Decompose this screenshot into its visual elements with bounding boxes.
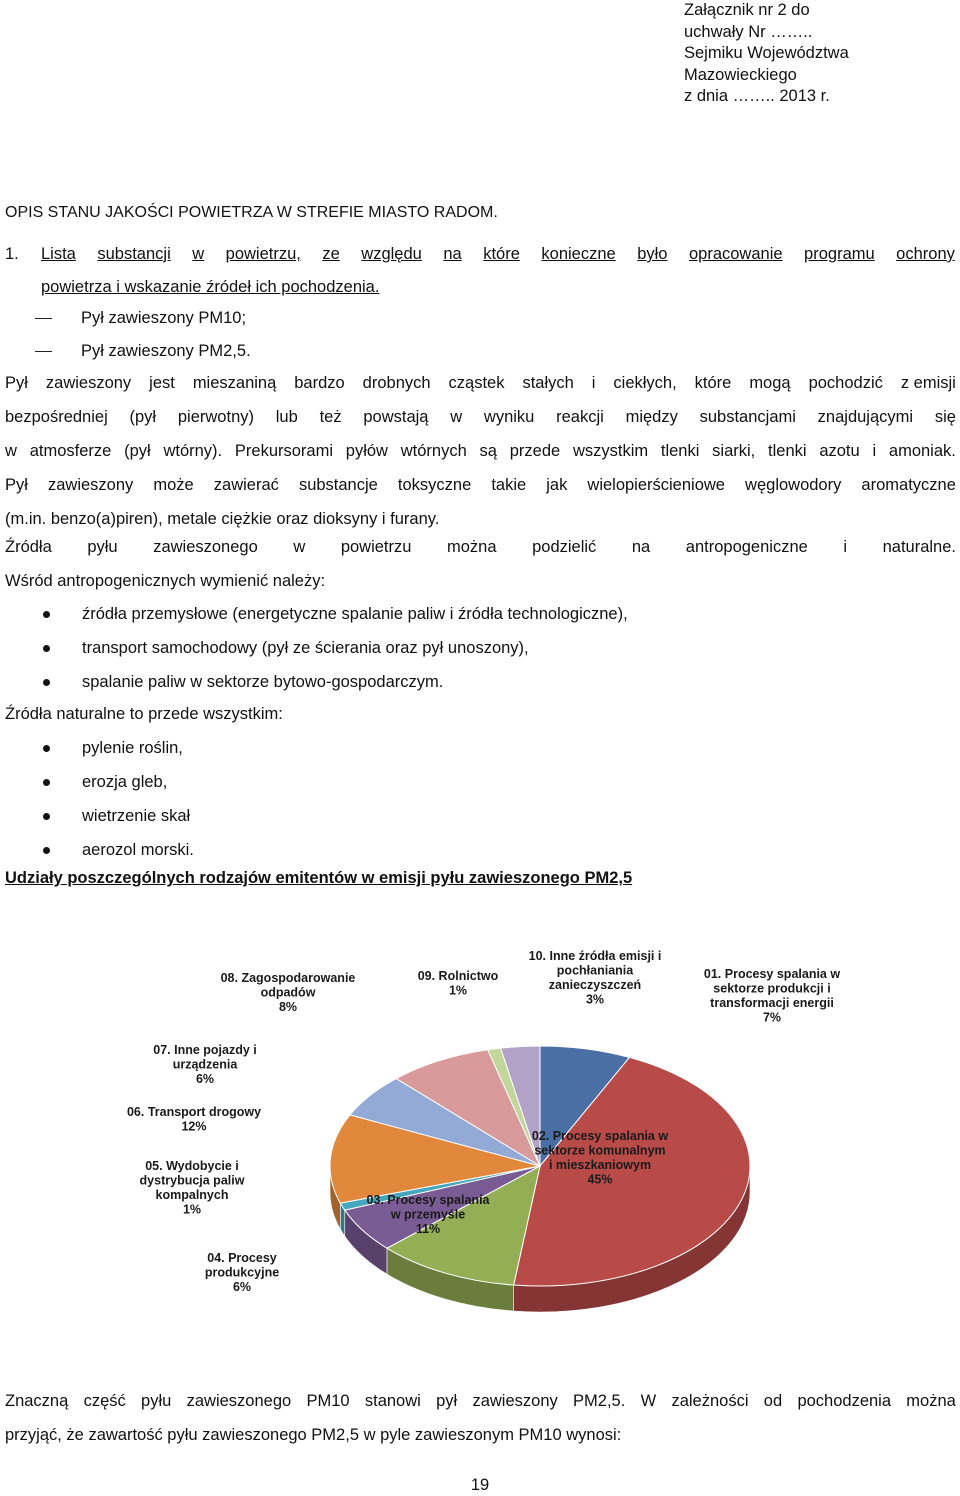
word: zawieszony bbox=[472, 1392, 558, 1410]
word: powietrzu bbox=[340, 538, 412, 556]
slice-label-line: 05. Wydobycie i bbox=[145, 1159, 239, 1173]
word: od bbox=[763, 1392, 783, 1410]
word: przede bbox=[509, 442, 561, 460]
word: atmosferze bbox=[29, 442, 112, 460]
word: i bbox=[843, 538, 848, 556]
annex-line: Mazowieckiego bbox=[684, 65, 797, 84]
word: się bbox=[934, 408, 956, 426]
bullet-marker bbox=[43, 779, 50, 786]
slice-label-line: transformacji energii bbox=[710, 996, 834, 1010]
word: naturalne. bbox=[882, 538, 956, 556]
word: pierwotny) bbox=[177, 408, 254, 426]
slice-label-line: 07. Inne pojazdy i bbox=[153, 1043, 257, 1057]
word: wielopierścieniowe bbox=[587, 476, 725, 494]
list-item-text: wietrzenie skał bbox=[82, 807, 191, 825]
heading-word: względu bbox=[361, 245, 422, 263]
pie-chart bbox=[100, 940, 880, 1320]
slice-label-line: kompalnych bbox=[155, 1188, 229, 1202]
list-item bbox=[5, 335, 251, 368]
list-item-text: aerozol morski. bbox=[82, 841, 194, 859]
slice-label-line: 1% bbox=[182, 1202, 202, 1217]
list-item bbox=[5, 799, 194, 833]
word: zawieszonego bbox=[153, 538, 258, 556]
word: (pył bbox=[129, 408, 157, 426]
word: zależności bbox=[671, 1392, 749, 1410]
heading-word: Lista bbox=[41, 245, 76, 263]
slice-label-1 bbox=[704, 967, 840, 1025]
slice-label-8 bbox=[221, 971, 356, 1014]
word: reakcji bbox=[556, 408, 604, 426]
section-heading-line bbox=[5, 271, 955, 304]
bullet-marker bbox=[43, 745, 50, 752]
anthropogenic-sources-list bbox=[5, 597, 628, 699]
text-line-content: Wśród antropogenicznych wymienić należy: bbox=[5, 572, 326, 590]
word: drobnych bbox=[362, 374, 431, 392]
slice-label-line: pochłaniania bbox=[556, 963, 634, 978]
text-line bbox=[5, 530, 956, 564]
slice-label-7 bbox=[153, 1043, 257, 1086]
word: pyłów bbox=[345, 442, 388, 460]
word: tlenki bbox=[660, 442, 700, 460]
text-line bbox=[5, 366, 956, 400]
slice-label-line: 03. Procesy spalania bbox=[366, 1193, 490, 1207]
word: wtórnych bbox=[400, 442, 467, 460]
heading-word: substancji bbox=[97, 245, 171, 263]
slice-label-10 bbox=[529, 949, 662, 1007]
slice-label-line: 8% bbox=[278, 1000, 298, 1014]
word: ciekłych, bbox=[613, 374, 677, 392]
word: zawierać bbox=[213, 476, 279, 494]
dash-marker bbox=[35, 351, 52, 352]
slice-label-line: urządzenia bbox=[172, 1057, 238, 1072]
slice-label-line: 7% bbox=[762, 1010, 782, 1025]
word: antropogeniczne bbox=[685, 538, 808, 556]
list-item bbox=[5, 765, 194, 799]
word: zawieszony bbox=[47, 476, 134, 494]
dash-marker bbox=[35, 318, 52, 319]
slice-label-line: 06. Transport drogowy bbox=[126, 1105, 262, 1119]
paragraph-sources-intro bbox=[5, 530, 956, 598]
word: jest bbox=[149, 374, 175, 392]
word: Pył bbox=[5, 374, 28, 392]
word: stałych bbox=[522, 374, 574, 392]
word: takie bbox=[491, 476, 527, 494]
paragraph-pm-description bbox=[5, 366, 956, 536]
word: znajdującymi bbox=[817, 408, 914, 426]
word: tlenki bbox=[768, 442, 807, 460]
word: PM10 bbox=[306, 1392, 350, 1410]
heading-word: ochrony bbox=[896, 245, 955, 263]
paragraph-pm10-share bbox=[5, 1384, 956, 1452]
heading-word: było bbox=[637, 245, 668, 263]
list-item-text: Pył zawieszony PM10; bbox=[81, 309, 247, 327]
annex-line: Załącznik nr 2 do bbox=[684, 1, 810, 19]
word: mieszaniną bbox=[192, 374, 277, 392]
slice-label-4 bbox=[205, 1251, 279, 1294]
bullet-marker bbox=[43, 813, 50, 820]
annex-line: Sejmiku Województwa bbox=[684, 44, 849, 63]
list-item-text: erozja gleb, bbox=[82, 773, 168, 791]
word: azotu bbox=[819, 442, 860, 460]
list-item-text: źródła przemysłowe (energetyczne spalanie paliw i źródła technologiczne), bbox=[82, 605, 628, 623]
word: w bbox=[450, 408, 463, 426]
slice-label-line: 02. Procesy spalania w bbox=[531, 1129, 669, 1143]
word: podzielić bbox=[532, 538, 597, 556]
slice-label-line: 01. Procesy spalania w bbox=[703, 967, 841, 981]
word: które bbox=[694, 374, 732, 392]
list-item-text: Pył zawieszony PM2,5. bbox=[81, 342, 251, 360]
word: jak bbox=[546, 476, 568, 494]
word: W bbox=[640, 1392, 657, 1410]
word: lub bbox=[275, 408, 298, 426]
slice-label-line: i mieszkaniowym bbox=[548, 1158, 652, 1172]
heading-word: opracowanie bbox=[688, 245, 783, 263]
word: substancje bbox=[298, 476, 378, 494]
bullet-marker bbox=[43, 679, 50, 686]
word: bezpośredniej bbox=[5, 408, 108, 426]
word: Znaczną bbox=[5, 1392, 69, 1410]
annex-line: z dnia …….. 2013 r. bbox=[684, 87, 830, 106]
text-line bbox=[5, 468, 956, 502]
section-number-and-first-word bbox=[5, 238, 76, 271]
slice-label-line: 45% bbox=[587, 1172, 613, 1187]
heading-word: na bbox=[443, 245, 462, 263]
word: i bbox=[872, 442, 877, 460]
slice-label-line: 3% bbox=[585, 992, 605, 1007]
text-line bbox=[5, 434, 956, 468]
word: pochodzić bbox=[808, 374, 883, 392]
slice-label-line: 6% bbox=[232, 1280, 252, 1294]
word: toksyczne bbox=[397, 476, 472, 494]
word: (pył bbox=[124, 442, 151, 460]
heading-text: powietrza i wskazanie źródeł ich pochodzenia. bbox=[41, 278, 380, 296]
word: można bbox=[447, 538, 497, 556]
word: pył bbox=[436, 1392, 458, 1410]
slice-label-line: 12% bbox=[181, 1119, 207, 1134]
heading-word: powietrzu, bbox=[225, 245, 301, 263]
slice-label-line: dystrybucja paliw bbox=[139, 1173, 245, 1188]
word: węglowodory bbox=[745, 476, 842, 494]
word: PM2,5. bbox=[573, 1392, 626, 1410]
text-line bbox=[5, 1418, 956, 1452]
slice-label-line: produkcyjne bbox=[204, 1265, 280, 1280]
slice-label-line: 11% bbox=[415, 1222, 441, 1236]
list-item bbox=[5, 302, 251, 335]
slice-label-line: 09. Rolnictwo bbox=[417, 969, 499, 983]
heading-word: w bbox=[192, 245, 205, 263]
word: pochodzenia bbox=[797, 1392, 892, 1410]
slice-label-line: sektorze produkcji i bbox=[713, 981, 831, 996]
text-line bbox=[5, 564, 956, 598]
word: stanowi bbox=[364, 1392, 421, 1410]
slice-label-line: w przemyśle bbox=[390, 1207, 466, 1222]
heading-word: które bbox=[483, 245, 520, 263]
section-heading-line bbox=[5, 238, 955, 271]
list-item bbox=[5, 597, 628, 631]
pollutant-list bbox=[5, 302, 251, 368]
list-item-text: transport samochodowy (pył ze ścierania oraz pył unoszony), bbox=[82, 639, 529, 657]
word: substancjami bbox=[699, 408, 796, 426]
word: siarki, bbox=[712, 442, 756, 460]
text-line bbox=[5, 1384, 956, 1418]
heading-word: ze bbox=[322, 245, 340, 263]
word: i bbox=[591, 374, 596, 392]
word: w bbox=[293, 538, 306, 556]
bullet-marker bbox=[43, 611, 50, 618]
word: Prekursorami bbox=[234, 442, 333, 460]
word: można bbox=[906, 1392, 956, 1410]
slice-label-5 bbox=[140, 1159, 245, 1217]
word: wyniku bbox=[483, 408, 535, 426]
annex-line: uchwały Nr …….. bbox=[684, 22, 813, 41]
list-item-text: spalanie paliw w sektorze bytowo-gospodarczym. bbox=[82, 673, 444, 691]
word: bardzo bbox=[294, 374, 345, 392]
slice-label-6 bbox=[127, 1105, 261, 1134]
heading-word: programu bbox=[804, 245, 875, 263]
slice-label-9 bbox=[418, 969, 499, 998]
list-item bbox=[5, 731, 194, 765]
slice-label-line: zanieczyszczeń bbox=[548, 978, 642, 992]
word: są bbox=[479, 442, 497, 460]
heading-word: konieczne bbox=[541, 245, 616, 263]
slice-label-line: sektorze komunalnym bbox=[534, 1143, 666, 1158]
word: Pył bbox=[5, 476, 28, 494]
word: wszystkim bbox=[572, 442, 649, 460]
slice-label-line: 6% bbox=[195, 1072, 215, 1086]
word: zawieszony bbox=[45, 374, 132, 392]
word: mogą bbox=[749, 374, 791, 392]
word: z emisji bbox=[900, 374, 956, 392]
text-line-content: przyjąć, że zawartość pyłu zawieszonego PM2,5 w pyle zawieszonym PM10 wynosi: bbox=[5, 1426, 622, 1444]
list-item bbox=[5, 631, 628, 665]
slice-label-line: 1% bbox=[448, 983, 468, 998]
list-item bbox=[5, 665, 628, 699]
annex-header bbox=[684, 0, 849, 108]
natural-sources-heading: Źródła naturalne to przede wszystkim: bbox=[5, 705, 283, 723]
section-number: 1. bbox=[5, 245, 19, 263]
bullet-marker bbox=[43, 645, 50, 652]
list-item-text: pylenie roślin, bbox=[82, 739, 183, 757]
word: część bbox=[83, 1392, 126, 1410]
word: w bbox=[5, 442, 17, 460]
word: cząstek bbox=[448, 374, 505, 392]
page-number: 19 bbox=[470, 1476, 490, 1494]
word: pyłu bbox=[87, 538, 118, 556]
word: na bbox=[631, 538, 651, 556]
chart-heading: Udziały poszczególnych rodzajów emitentów w emisji pyłu zawieszonego PM2,5 bbox=[5, 869, 633, 887]
slice-label-line: 08. Zagospodarowanie bbox=[220, 971, 356, 985]
slice-label-line: odpadów bbox=[260, 985, 316, 1000]
word: może bbox=[153, 476, 194, 494]
slice-label-line: 04. Procesy bbox=[207, 1251, 277, 1265]
word: między bbox=[625, 408, 678, 426]
bullet-marker bbox=[43, 847, 50, 854]
word: też bbox=[319, 408, 342, 426]
text-line-content: (m.in. benzo(a)piren), metale ciężkie oraz dioksyny i furany. bbox=[5, 510, 440, 528]
document-title: OPIS STANU JAKOŚCI POWIETRZA W STREFIE MIASTO RADOM. bbox=[5, 204, 498, 221]
list-item bbox=[5, 833, 194, 867]
word: pyłu bbox=[141, 1392, 172, 1410]
word: aromatyczne bbox=[861, 476, 956, 494]
word: wtórny). bbox=[163, 442, 223, 460]
text-line bbox=[5, 400, 956, 434]
natural-sources-list bbox=[5, 731, 194, 867]
slice-label-line: 10. Inne źródła emisji i bbox=[528, 949, 662, 963]
word: amoniak. bbox=[888, 442, 956, 460]
section-heading bbox=[5, 238, 955, 304]
word: powstają bbox=[363, 408, 429, 426]
word: Źródła bbox=[5, 538, 52, 556]
word: zawieszonego bbox=[186, 1392, 292, 1410]
